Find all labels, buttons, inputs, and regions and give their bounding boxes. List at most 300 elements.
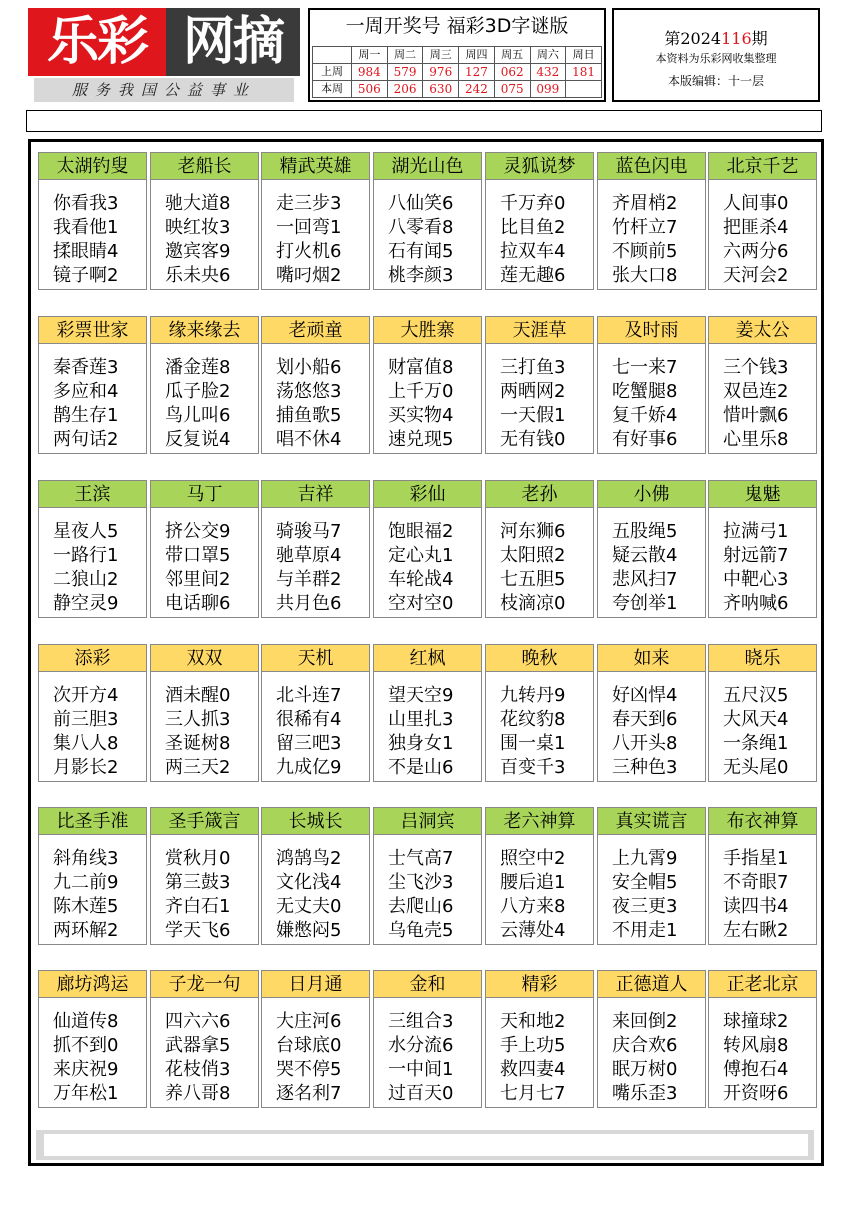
riddle-entry: 驰草原4 [276,545,342,566]
section-body [708,180,817,290]
riddle-entry: 划小船6 [276,357,342,378]
riddle-section [485,807,594,945]
riddle-entry: 两环解2 [53,920,119,941]
riddle-section [708,807,817,945]
riddle-section [597,152,706,290]
riddle-entry: 桃李颜3 [388,265,454,286]
section-body [708,998,817,1108]
riddle-entry: 围一桌1 [500,733,566,754]
riddle-entry: 乌龟壳5 [388,920,454,941]
riddle-entry: 带口罩5 [165,545,231,566]
riddle-section [38,316,147,454]
section-body [373,672,482,782]
section-body [708,672,817,782]
riddle-entry: 打火机6 [276,241,342,262]
riddle-entry: 仙道传8 [53,1011,119,1032]
riddle-entry: 车轮战4 [388,569,454,590]
section-title: 大胜寨 [373,316,482,344]
section-title: 吕洞宾 [373,807,482,835]
table-header-row [313,47,602,64]
riddle-entry: 前三胆3 [53,709,119,730]
section-title: 子龙一句 [150,970,259,998]
result-cell: 630 [423,81,459,98]
riddle-entry: 第三鼓3 [165,872,231,893]
riddle-entry: 九转丹9 [500,685,566,706]
section-body [373,835,482,945]
section-body [150,180,259,290]
section-body [38,998,147,1108]
riddle-section [261,152,370,290]
riddle-entry: 拉满弓1 [723,521,789,542]
section-title: 湖光山色 [373,152,482,180]
riddle-entry: 百变千3 [500,757,566,778]
riddle-section [485,152,594,290]
section-body [373,998,482,1108]
section-title: 精武英雄 [261,152,370,180]
section-title: 鬼魅 [708,480,817,508]
day-label: 周二 [387,47,423,64]
section-body [261,180,370,290]
section-body [708,835,817,945]
riddle-entry: 潘金莲8 [165,357,231,378]
riddle-section [150,644,259,782]
section-title: 灵狐说梦 [485,152,594,180]
riddle-section [261,970,370,1108]
section-title: 廊坊鸿运 [38,970,147,998]
slogan: 服务我国公益事业 [34,78,294,102]
riddle-entry: 两三天2 [165,757,231,778]
riddle-section [261,807,370,945]
riddle-entry: 三个钱3 [723,357,789,378]
table-row [313,81,602,98]
riddle-entry: 尘飞沙3 [388,872,454,893]
riddle-entry: 眠万树0 [612,1059,678,1080]
section-title: 彩票世家 [38,316,147,344]
riddle-entry: 夜三更3 [612,896,678,917]
result-cell: 181 [566,64,602,81]
riddle-entry: 照空中2 [500,848,566,869]
riddle-section [708,316,817,454]
riddle-entry: 映红妆3 [165,217,231,238]
result-cell: 984 [352,64,388,81]
riddle-section [708,644,817,782]
riddle-entry: 千万弃0 [500,193,566,214]
riddle-entry: 静空灵9 [53,593,119,614]
riddle-section [597,970,706,1108]
riddle-entry: 五股绳5 [612,521,678,542]
riddle-entry: 挤公交9 [165,521,231,542]
riddle-entry: 水分流6 [388,1035,454,1056]
riddle-entry: 四六六6 [165,1011,231,1032]
riddle-entry: 安全帽5 [612,872,678,893]
riddle-entry: 鸿鹄鸟2 [276,848,342,869]
section-body [485,672,594,782]
section-title: 红枫 [373,644,482,672]
section-body [38,344,147,454]
riddle-section [597,316,706,454]
riddle-entry: 手指星1 [723,848,789,869]
riddle-section [597,807,706,945]
riddle-entry: 天和地2 [500,1011,566,1032]
riddle-entry: 八方来8 [500,896,566,917]
section-body [373,180,482,290]
riddle-entry: 六两分6 [723,241,789,262]
riddle-entry: 不奇眼7 [723,872,789,893]
section-title: 晓乐 [708,644,817,672]
section-body [708,508,817,618]
riddle-entry: 两晒网2 [500,381,566,402]
riddle-entry: 齐呐喊6 [723,593,789,614]
riddle-section [708,970,817,1108]
riddle-section [597,480,706,618]
riddle-entry: 河东狮6 [500,521,566,542]
riddle-entry: 开资呀6 [723,1083,789,1104]
riddle-entry: 无头尾0 [723,757,789,778]
riddle-entry: 月影长2 [53,757,119,778]
section-title: 姜太公 [708,316,817,344]
section-body [150,998,259,1108]
section-title: 老顽童 [261,316,370,344]
riddle-section [373,316,482,454]
riddle-entry: 我看他1 [53,217,119,238]
section-body [597,180,706,290]
riddle-section [150,316,259,454]
weekly-results-table [312,46,602,98]
result-cell: 206 [387,81,423,98]
riddle-entry: 人间事0 [723,193,789,214]
result-cell: 432 [530,64,566,81]
section-body [38,508,147,618]
riddle-entry: 来回倒2 [612,1011,678,1032]
section-title: 蓝色闪电 [597,152,706,180]
riddle-section [485,480,594,618]
collection-note: 本资料为乐彩网收集整理 [655,52,777,65]
riddle-entry: 嘴乐歪3 [612,1083,678,1104]
riddle-entry: 与羊群2 [276,569,342,590]
day-label: 周五 [494,47,530,64]
riddle-entry: 一路行1 [53,545,119,566]
day-label: 周六 [530,47,566,64]
riddle-entry: 独身女1 [388,733,454,754]
riddle-section [708,480,817,618]
riddle-section [373,970,482,1108]
riddle-entry: 过百天0 [388,1083,454,1104]
riddle-entry: 电话聊6 [165,593,231,614]
riddle-entry: 多应和4 [53,381,119,402]
section-body [485,344,594,454]
riddle-entry: 嘴叼烟2 [276,265,342,286]
riddle-entry: 乐未央6 [165,265,231,286]
riddle-section [373,480,482,618]
section-title: 添彩 [38,644,147,672]
riddle-entry: 复千娇4 [612,405,678,426]
section-title: 王滨 [38,480,147,508]
riddle-entry: 庆合欢6 [612,1035,678,1056]
riddle-entry: 五尺汉5 [723,685,789,706]
riddle-entry: 圣诞树8 [165,733,231,754]
riddle-entry: 悲风扫7 [612,569,678,590]
riddle-entry: 饱眼福2 [388,521,454,542]
riddle-entry: 酒未醒0 [165,685,231,706]
riddle-entry: 次开方4 [53,685,119,706]
riddle-entry: 瓜子脸2 [165,381,231,402]
riddle-entry: 不用走1 [612,920,678,941]
riddle-entry: 秦香莲3 [53,357,119,378]
section-body [597,835,706,945]
riddle-entry: 天河会2 [723,265,789,286]
section-body [485,998,594,1108]
riddle-section [38,970,147,1108]
riddle-entry: 文化浅4 [276,872,342,893]
section-body [485,180,594,290]
riddle-entry: 吃蟹腿8 [612,381,678,402]
section-body [485,835,594,945]
riddle-entry: 七月七7 [500,1083,566,1104]
section-body [485,508,594,618]
riddle-entry: 石有闻5 [388,241,454,262]
section-title: 老船长 [150,152,259,180]
section-title: 天涯草 [485,316,594,344]
riddle-entry: 转风扇8 [723,1035,789,1056]
riddle-entry: 养八哥8 [165,1083,231,1104]
riddle-entry: 北斗连7 [276,685,342,706]
riddle-entry: 读四书4 [723,896,789,917]
section-body [38,672,147,782]
section-title: 吉祥 [261,480,370,508]
riddle-entry: 赏秋月0 [165,848,231,869]
riddle-section [373,644,482,782]
riddle-section [261,480,370,618]
riddle-entry: 太阳照2 [500,545,566,566]
riddle-entry: 一天假1 [500,405,566,426]
riddle-entry: 学天飞6 [165,920,231,941]
riddle-entry: 九成亿9 [276,757,342,778]
riddle-entry: 莲无趣6 [500,265,566,286]
riddle-entry: 七五胆5 [500,569,566,590]
riddle-entry: 镜子啊2 [53,265,119,286]
riddle-section [485,644,594,782]
day-label: 周日 [566,47,602,64]
section-title: 日月通 [261,970,370,998]
riddle-entry: 望天空9 [388,685,454,706]
riddle-entry: 手上功5 [500,1035,566,1056]
riddle-entry: 不顾前5 [612,241,678,262]
result-cell: 506 [352,81,388,98]
result-cell [566,81,602,98]
riddle-entry: 云薄处4 [500,920,566,941]
section-title: 布衣神算 [708,807,817,835]
riddle-entry: 士气高7 [388,848,454,869]
riddle-entry: 嫌憋闷5 [276,920,342,941]
section-title: 马丁 [150,480,259,508]
riddle-entry: 斜角线3 [53,848,119,869]
riddle-entry: 三组合3 [388,1011,454,1032]
riddle-entry: 很稀有4 [276,709,342,730]
section-body [150,508,259,618]
riddle-entry: 九二前9 [53,872,119,893]
logo-left: 乐彩 [28,8,166,76]
section-body [597,672,706,782]
section-body [373,508,482,618]
riddle-section [150,970,259,1108]
riddle-entry: 走三步3 [276,193,342,214]
riddle-section [373,807,482,945]
riddle-section [38,480,147,618]
riddle-section [261,316,370,454]
section-title: 太湖钓叟 [38,152,147,180]
riddle-entry: 捕鱼歌5 [276,405,342,426]
section-body [373,344,482,454]
riddle-entry: 留三吧3 [276,733,342,754]
section-title: 正老北京 [708,970,817,998]
section-body [150,835,259,945]
section-title: 彩仙 [373,480,482,508]
riddle-section [373,152,482,290]
riddle-entry: 心里乐8 [723,429,789,450]
result-cell: 242 [459,81,495,98]
riddle-entry: 八零看8 [388,217,454,238]
riddle-entry: 二狼山2 [53,569,119,590]
section-body [38,180,147,290]
section-title: 正德道人 [597,970,706,998]
riddle-entry: 财富值8 [388,357,454,378]
riddle-entry: 救四妻4 [500,1059,566,1080]
riddle-entry: 陈木莲5 [53,896,119,917]
riddle-entry: 无有钱0 [500,429,566,450]
section-body [261,835,370,945]
section-title: 晚秋 [485,644,594,672]
riddle-entry: 腰后追1 [500,872,566,893]
table-row [313,64,602,81]
day-label: 周三 [423,47,459,64]
riddle-entry: 惜叶飘6 [723,405,789,426]
riddle-entry: 大风天4 [723,709,789,730]
day-label: 周一 [352,47,388,64]
section-title: 精彩 [485,970,594,998]
riddle-section [38,644,147,782]
riddle-entry: 集八人8 [53,733,119,754]
riddle-entry: 邻里间2 [165,569,231,590]
riddle-entry: 你看我3 [53,193,119,214]
section-body [261,344,370,454]
riddle-entry: 左右瞅2 [723,920,789,941]
riddle-entry: 夸创举1 [612,593,678,614]
riddle-entry: 鸟儿叫6 [165,405,231,426]
section-title: 真实谎言 [597,807,706,835]
riddle-entry: 八仙笑6 [388,193,454,214]
riddle-entry: 荡悠悠3 [276,381,342,402]
issue-suffix: 期 [751,29,768,48]
draw-results-title: 一周开奖号 福彩3D字谜版 [345,15,569,37]
riddle-entry: 反复说4 [165,429,231,450]
riddle-entry: 定心丸1 [388,545,454,566]
riddle-entry: 邀宾客9 [165,241,231,262]
section-title: 比圣手准 [38,807,147,835]
section-body [597,998,706,1108]
riddle-entry: 球撞球2 [723,1011,789,1032]
section-title: 双双 [150,644,259,672]
riddle-entry: 八开头8 [612,733,678,754]
section-title: 圣手箴言 [150,807,259,835]
result-cell: 099 [530,81,566,98]
riddle-entry: 两句话2 [53,429,119,450]
section-body [150,344,259,454]
riddle-entry: 花纹豹8 [500,709,566,730]
result-cell: 075 [494,81,530,98]
riddle-section [150,807,259,945]
riddle-entry: 哭不停5 [276,1059,342,1080]
riddle-entry: 三种色3 [612,757,678,778]
section-title: 缘来缘去 [150,316,259,344]
riddle-entry: 不是山6 [388,757,454,778]
result-cell: 976 [423,64,459,81]
riddle-section [708,152,817,290]
result-cell: 062 [494,64,530,81]
riddle-entry: 去爬山6 [388,896,454,917]
riddle-entry: 骑骏马7 [276,521,342,542]
section-title: 金和 [373,970,482,998]
riddle-section [261,644,370,782]
riddle-section [38,152,147,290]
riddle-section [597,644,706,782]
section-body [261,672,370,782]
riddle-entry: 花枝俏3 [165,1059,231,1080]
riddle-entry: 一中间1 [388,1059,454,1080]
riddle-entry: 比目鱼2 [500,217,566,238]
riddle-entry: 台球底0 [276,1035,342,1056]
riddle-entry: 山里扎3 [388,709,454,730]
riddle-section [485,970,594,1108]
section-title: 北京千艺 [708,152,817,180]
section-body [261,508,370,618]
riddle-entry: 张大口8 [612,265,678,286]
issue-prefix: 第2024 [664,29,722,48]
editor-note: 本版编辑：十一层 [667,74,764,88]
banner-bar [26,110,822,132]
riddle-entry: 三人抓3 [165,709,231,730]
riddle-entry: 上九霄9 [612,848,678,869]
section-body [261,998,370,1108]
riddle-entry: 揉眼睛4 [53,241,119,262]
riddle-entry: 来庆祝9 [53,1059,119,1080]
section-body [597,508,706,618]
riddle-entry: 竹杆立7 [612,217,678,238]
day-label: 周四 [459,47,495,64]
riddle-entry: 一条绳1 [723,733,789,754]
riddle-section [38,807,147,945]
riddle-entry: 唱不休4 [276,429,342,450]
riddle-entry: 傅抱石4 [723,1059,789,1080]
riddle-entry: 抓不到0 [53,1035,119,1056]
section-title: 小佛 [597,480,706,508]
riddle-entry: 射远箭7 [723,545,789,566]
riddle-entry: 空对空0 [388,593,454,614]
riddle-entry: 鹊生存1 [53,405,119,426]
riddle-section [150,152,259,290]
riddle-section [485,316,594,454]
riddle-entry: 三打鱼3 [500,357,566,378]
riddle-entry: 一回弯1 [276,217,342,238]
section-title: 老六神算 [485,807,594,835]
riddle-entry: 枝滴凉0 [500,593,566,614]
riddle-entry: 有好事6 [612,429,678,450]
riddle-entry: 无丈夫0 [276,896,342,917]
riddle-entry: 春天到6 [612,709,678,730]
result-cell: 127 [459,64,495,81]
section-title: 长城长 [261,807,370,835]
riddle-entry: 双邑连2 [723,381,789,402]
riddle-entry: 共月色6 [276,593,342,614]
